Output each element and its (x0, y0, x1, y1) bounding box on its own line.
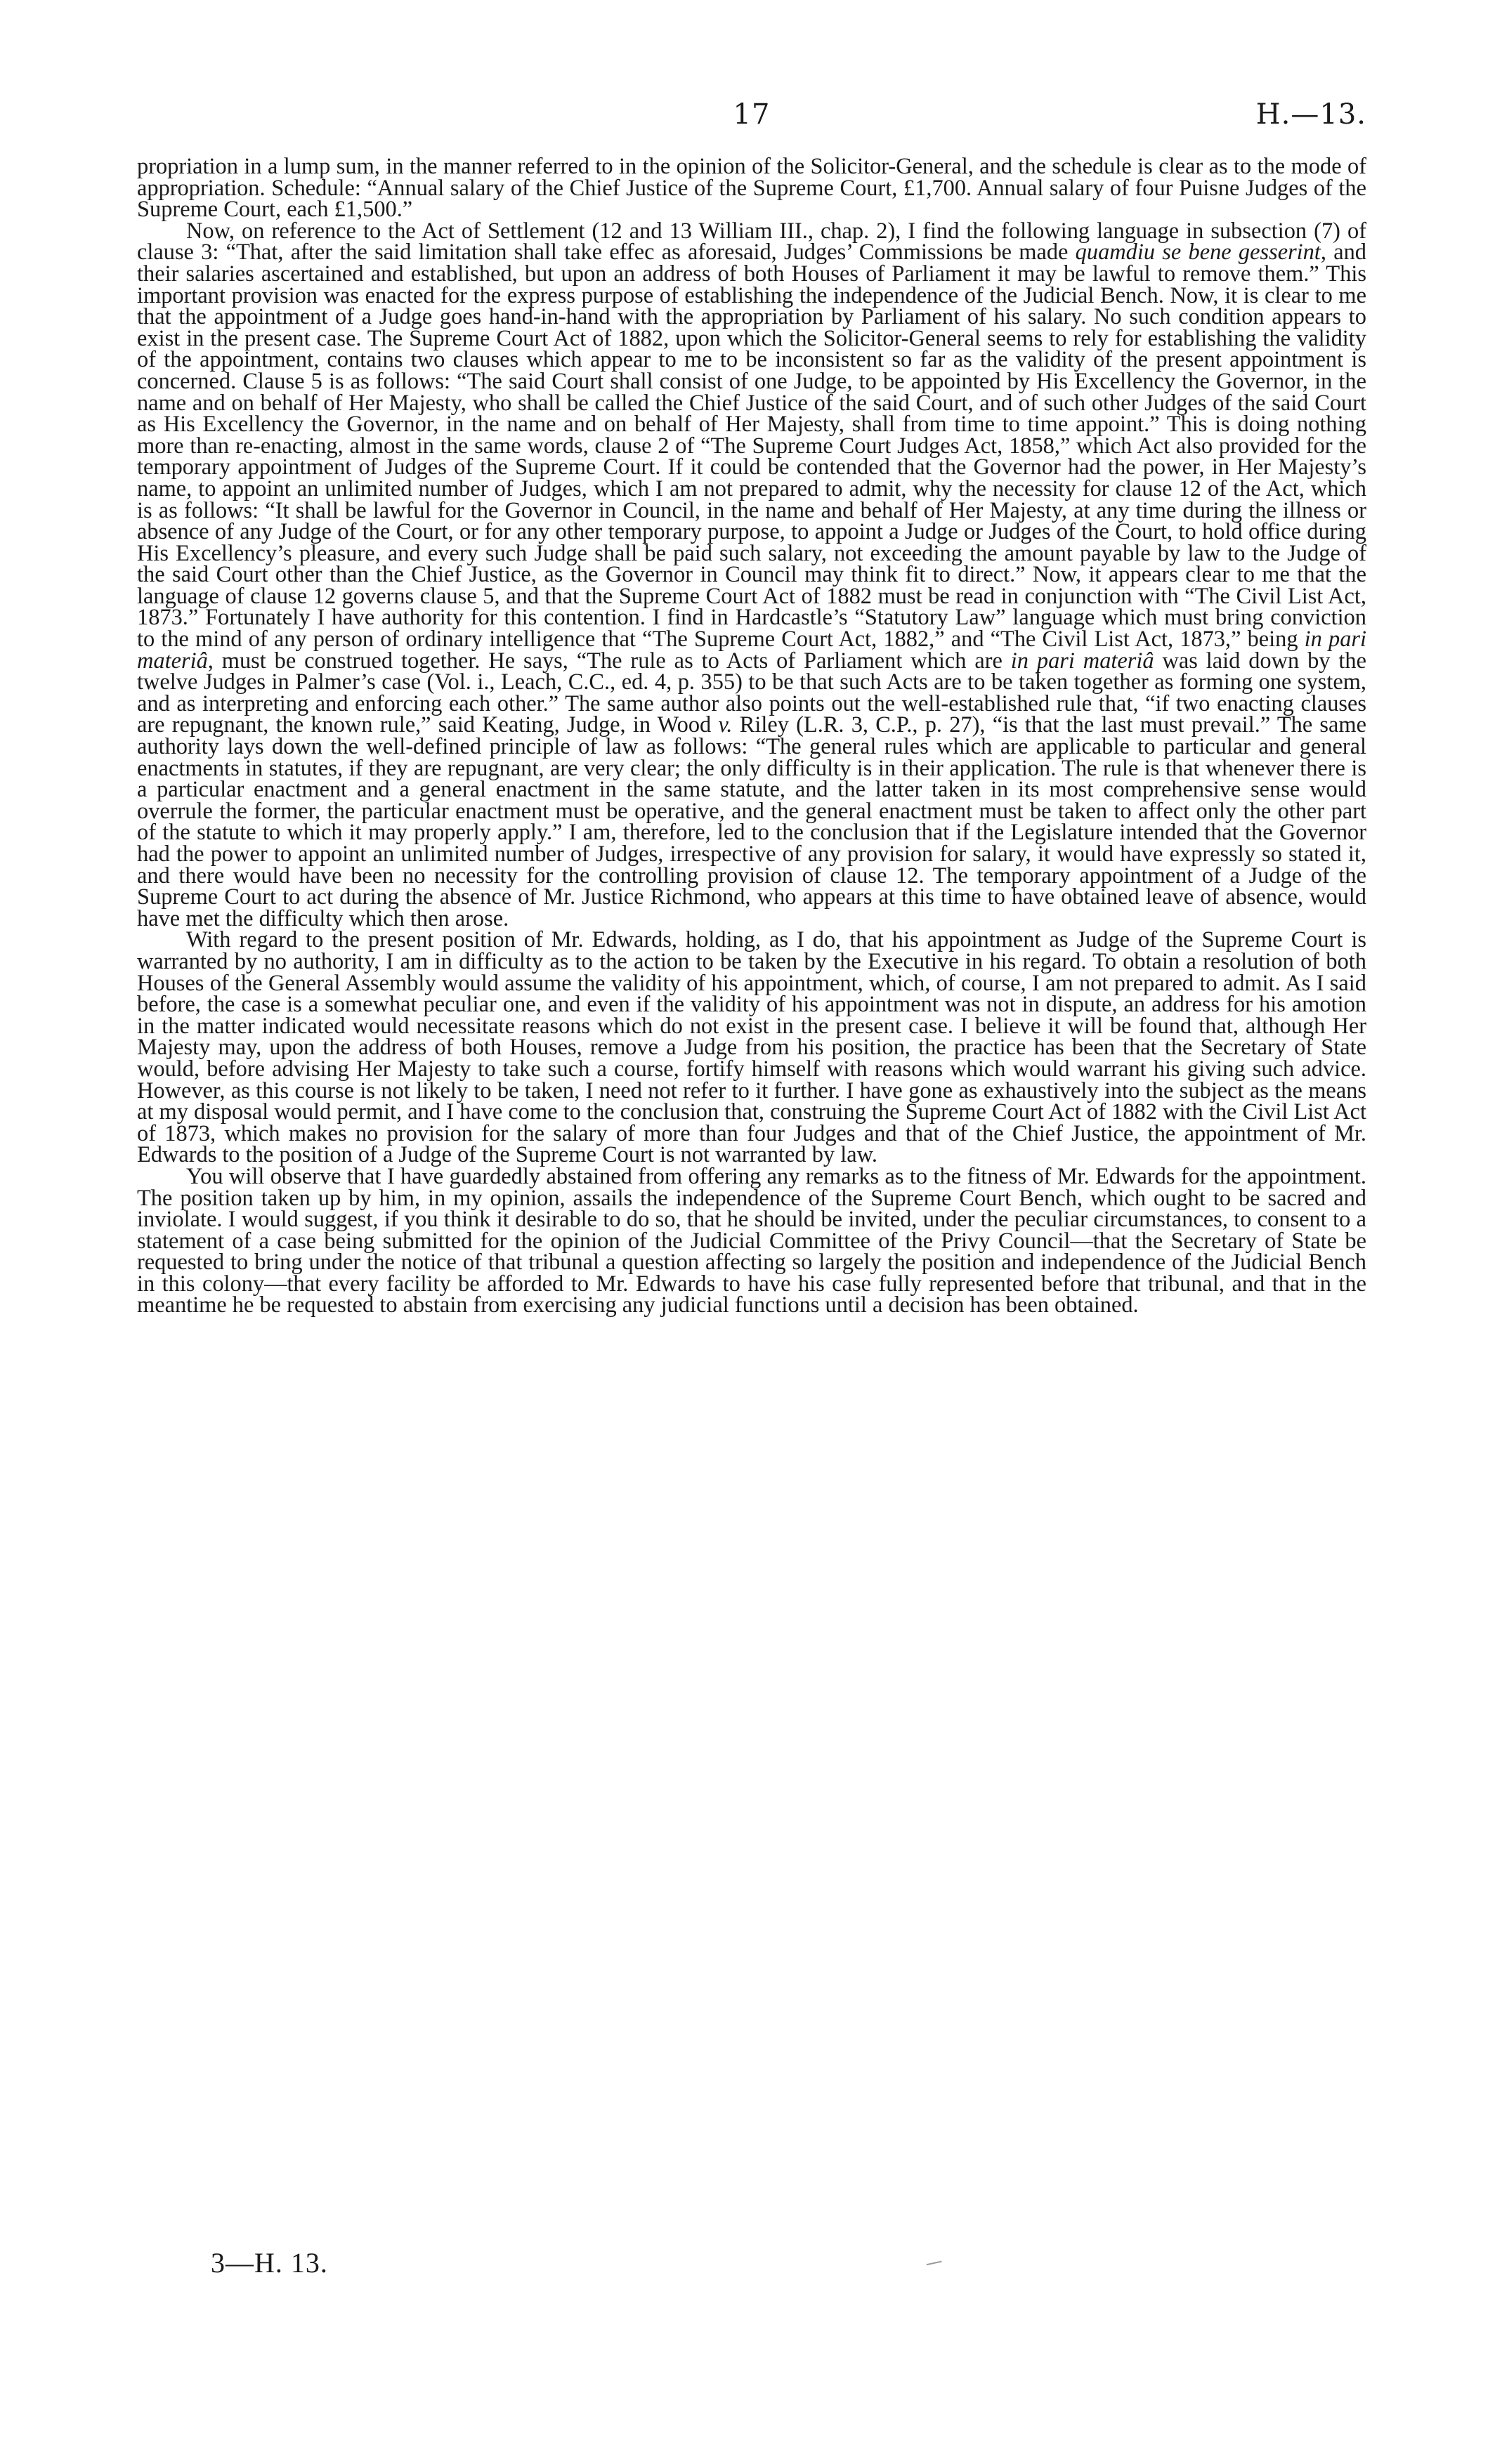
document-reference: H.—13. (1255, 98, 1366, 131)
page-header (137, 98, 1366, 140)
stray-ink-mark (925, 2257, 941, 2265)
latin-phrase: in pari materiâ (1010, 648, 1154, 674)
latin-phrase: quamdiu se bene gesserint (1075, 240, 1321, 266)
paragraph-2-part-a: Now, on reference to the Act of Settlement (12 and 13 William III., chap. 2), I find the following language in subsection (7) of clause 3: “That, after the said limitation shall take effec as aforesaid, Judges’ Commissions be made (137, 218, 1366, 266)
latin-phrase: in pari materiâ (137, 627, 1366, 674)
paragraph-1: propriation in a lump sum, in the manner referred to in the opinion of the Solicitor-General, and the schedule is clear as to the mode of appropriation. Schedule: “Annual salary of the Chief Justice of the Supreme Court, £1,700. Annual salary of four Puisne Judges of the Supreme Court, each £1,500.” (137, 154, 1366, 223)
page-number: 17 (733, 98, 771, 131)
paragraph-2-part-e: Riley (L.R. 3, C.P., p. 27), “is that the last must prevail.” The same authority lays down the well-defined principle of law as follows: “The general rules which are applicable to particular and general enactments in statutes, if they are repugnant, are very clear; the only difficulty is in their application. The rule is that whenever there is a particular enactment and a general enactment in the same statute, and the latter taken in its most comprehensive sense would overrule the former, the particular enactment must be operative, and the general enactment must be taken to affect only the other part of the statute to which it may properly apply.” I am, therefore, led to the conclusion that if the Legislature intended that the Governor had the power to appoint an unlimited number of Judges, irrespective of any provision for salary, it would have expressly so stated it, and there would have been no necessity for the controlling provision of clause 12. The temporary appointment of a Judge of the Supreme Court to act during the absence of Mr. Justice Richmond, who appears at this time to have obtained leave of absence, would have met the difficulty which then arose. (137, 712, 1366, 931)
paragraph-2-part-c: , must be construed together. He says, “The rule as to Acts of Parliament which are (207, 648, 1011, 674)
paragraph-2-part-b: , and their salaries ascertained and established, but upon an address of both Houses of Parliament it may be lawful to remove them.” This important provision was enacted for the express purpose of establishing the independence of the Judicial Bench. Now, it is clear to me that the appointment of a Judge goes hand-in-hand with the appropriation by Parliament of his salary. No such condition appears to exist in the present case. The Supreme Court Act of 1882, upon which the Solicitor-General seems to rely for establishing the validity of the appointment, contains two clauses which appear to me to be inconsistent so far as the validity of the present appointment is concerned. Clause 5 is as follows: “The said Court shall consist of one Judge, to be appointed by His Excellency the Governor, in the name and on behalf of Her Majesty, who shall be called the Chief Justice of the said Court, and of such other Judges of the said Court as His Excellency the Governor, in the name and on behalf of Her Majesty, shall from time to time appoint.” This is doing nothing more than re-enacting, almost in the same words, clause 2 of “The Supreme Court Judges Act, 1858,” which Act also provided for the temporary appointment of Judges of the Supreme Court. If it could be contended that the Governor had the power, in Her Majesty’s name, to appoint an unlimited number of Judges, which I am not prepared to admit, why the necessity for clause 12 of the Act, which is as follows: “It shall be lawful for the Governor in Council, in the name and behalf of Her Majesty, at any time during the illness or absence of any Judge of the Court, or for any other temporary purpose, to appoint a Judge or Judges of the Court, to hold office during His Excellency’s pleasure, and every such Judge shall be paid such salary, not exceeding the amount payable by law to the Judge of the said Court other than the Chief Justice, as the Governor in Council may think fit to direct.” Now, it appears clear to me that the language of clause 12 governs clause 5, and that the Supreme Court Act of 1882 must be read in conjunction with “The Civil List Act, 1873.” Fortunately I have authority for this contention. I find in Hardcastle’s “Statutory Law” language which must bring conviction to the mind of any person of ordinary intelligence that “The Supreme Court Act, 1882,” and “The Civil List Act, 1873,” being (137, 240, 1366, 653)
paragraph-4: You will observe that I have guardedly abstained from offering any remarks as to the fitness of Mr. Edwards for the appointment. The position taken up by him, in my opinion, assails the independence of the Supreme Court Bench, which ought to be sacred and inviolate. I would suggest, if you think it desirable to do so, that he should be invited, under the peculiar circumstances, to consent to a statement of a case being submitted for the opinion of the Judicial Committee of the Privy Council—that the Secretary of State be requested to bring under the notice of that tribunal a question affecting so largely the position and independence of the Judicial Bench in this colony—that every facility be afforded to Mr. Edwards to have his case fully represented before that tribunal, and that in the meantime he be requested to abstain from exercising any judicial functions until a decision has been obtained. (137, 1163, 1366, 1318)
versus-abbreviation: v. (718, 712, 733, 738)
paragraph-2-part-d: was laid down by the twelve Judges in Palmer’s case (Vol. i., Leach, C.C., ed. 4, p. 355) to be that such Acts are to be taken together as forming one system, and as interpreting and enforcing each other.” The same author also points out the well-established rule that, “if two enacting clauses are repugnant, the known rule,” said Keating, Judge, in Wood (137, 648, 1366, 738)
paragraph-3: With regard to the present position of Mr. Edwards, holding, as I do, that his appointment as Judge of the Supreme Court is warranted by no authority, I am in difficulty as to the action to be taken by the Executive in his regard. To obtain a resolution of both Houses of the General Assembly would assume the validity of his appointment, which, of course, I am not prepared to admit. As I said before, the case is a somewhat peculiar one, and even if the validity of his appointment was not in dispute, an address for his amotion in the matter indicated would necessitate reasons which do not exist in the present case. I believe it will be found that, although Her Majesty may, upon the address of both Houses, remove a Judge from his position, the practice has been that the Secretary of State would, before advising Her Majesty to take such a course, fortify himself with reasons which would warrant his giving such advice. However, as this course is not likely to be taken, I need not refer to it further. I have gone as exhaustively into the subject as the means at my disposal would permit, and I have come to the conclusion that, construing the Supreme Court Act of 1882 with the Civil List Act of 1873, which makes no provision for the salary of more than four Judges and that of the Chief Justice, the appointment of Mr. Edwards to the position of a Judge of the Supreme Court is not warranted by law. (137, 927, 1366, 1168)
signature-reference: 3—H. 13. (211, 2247, 328, 2279)
body-text (137, 156, 1366, 1316)
paragraph-2 (137, 218, 1366, 931)
